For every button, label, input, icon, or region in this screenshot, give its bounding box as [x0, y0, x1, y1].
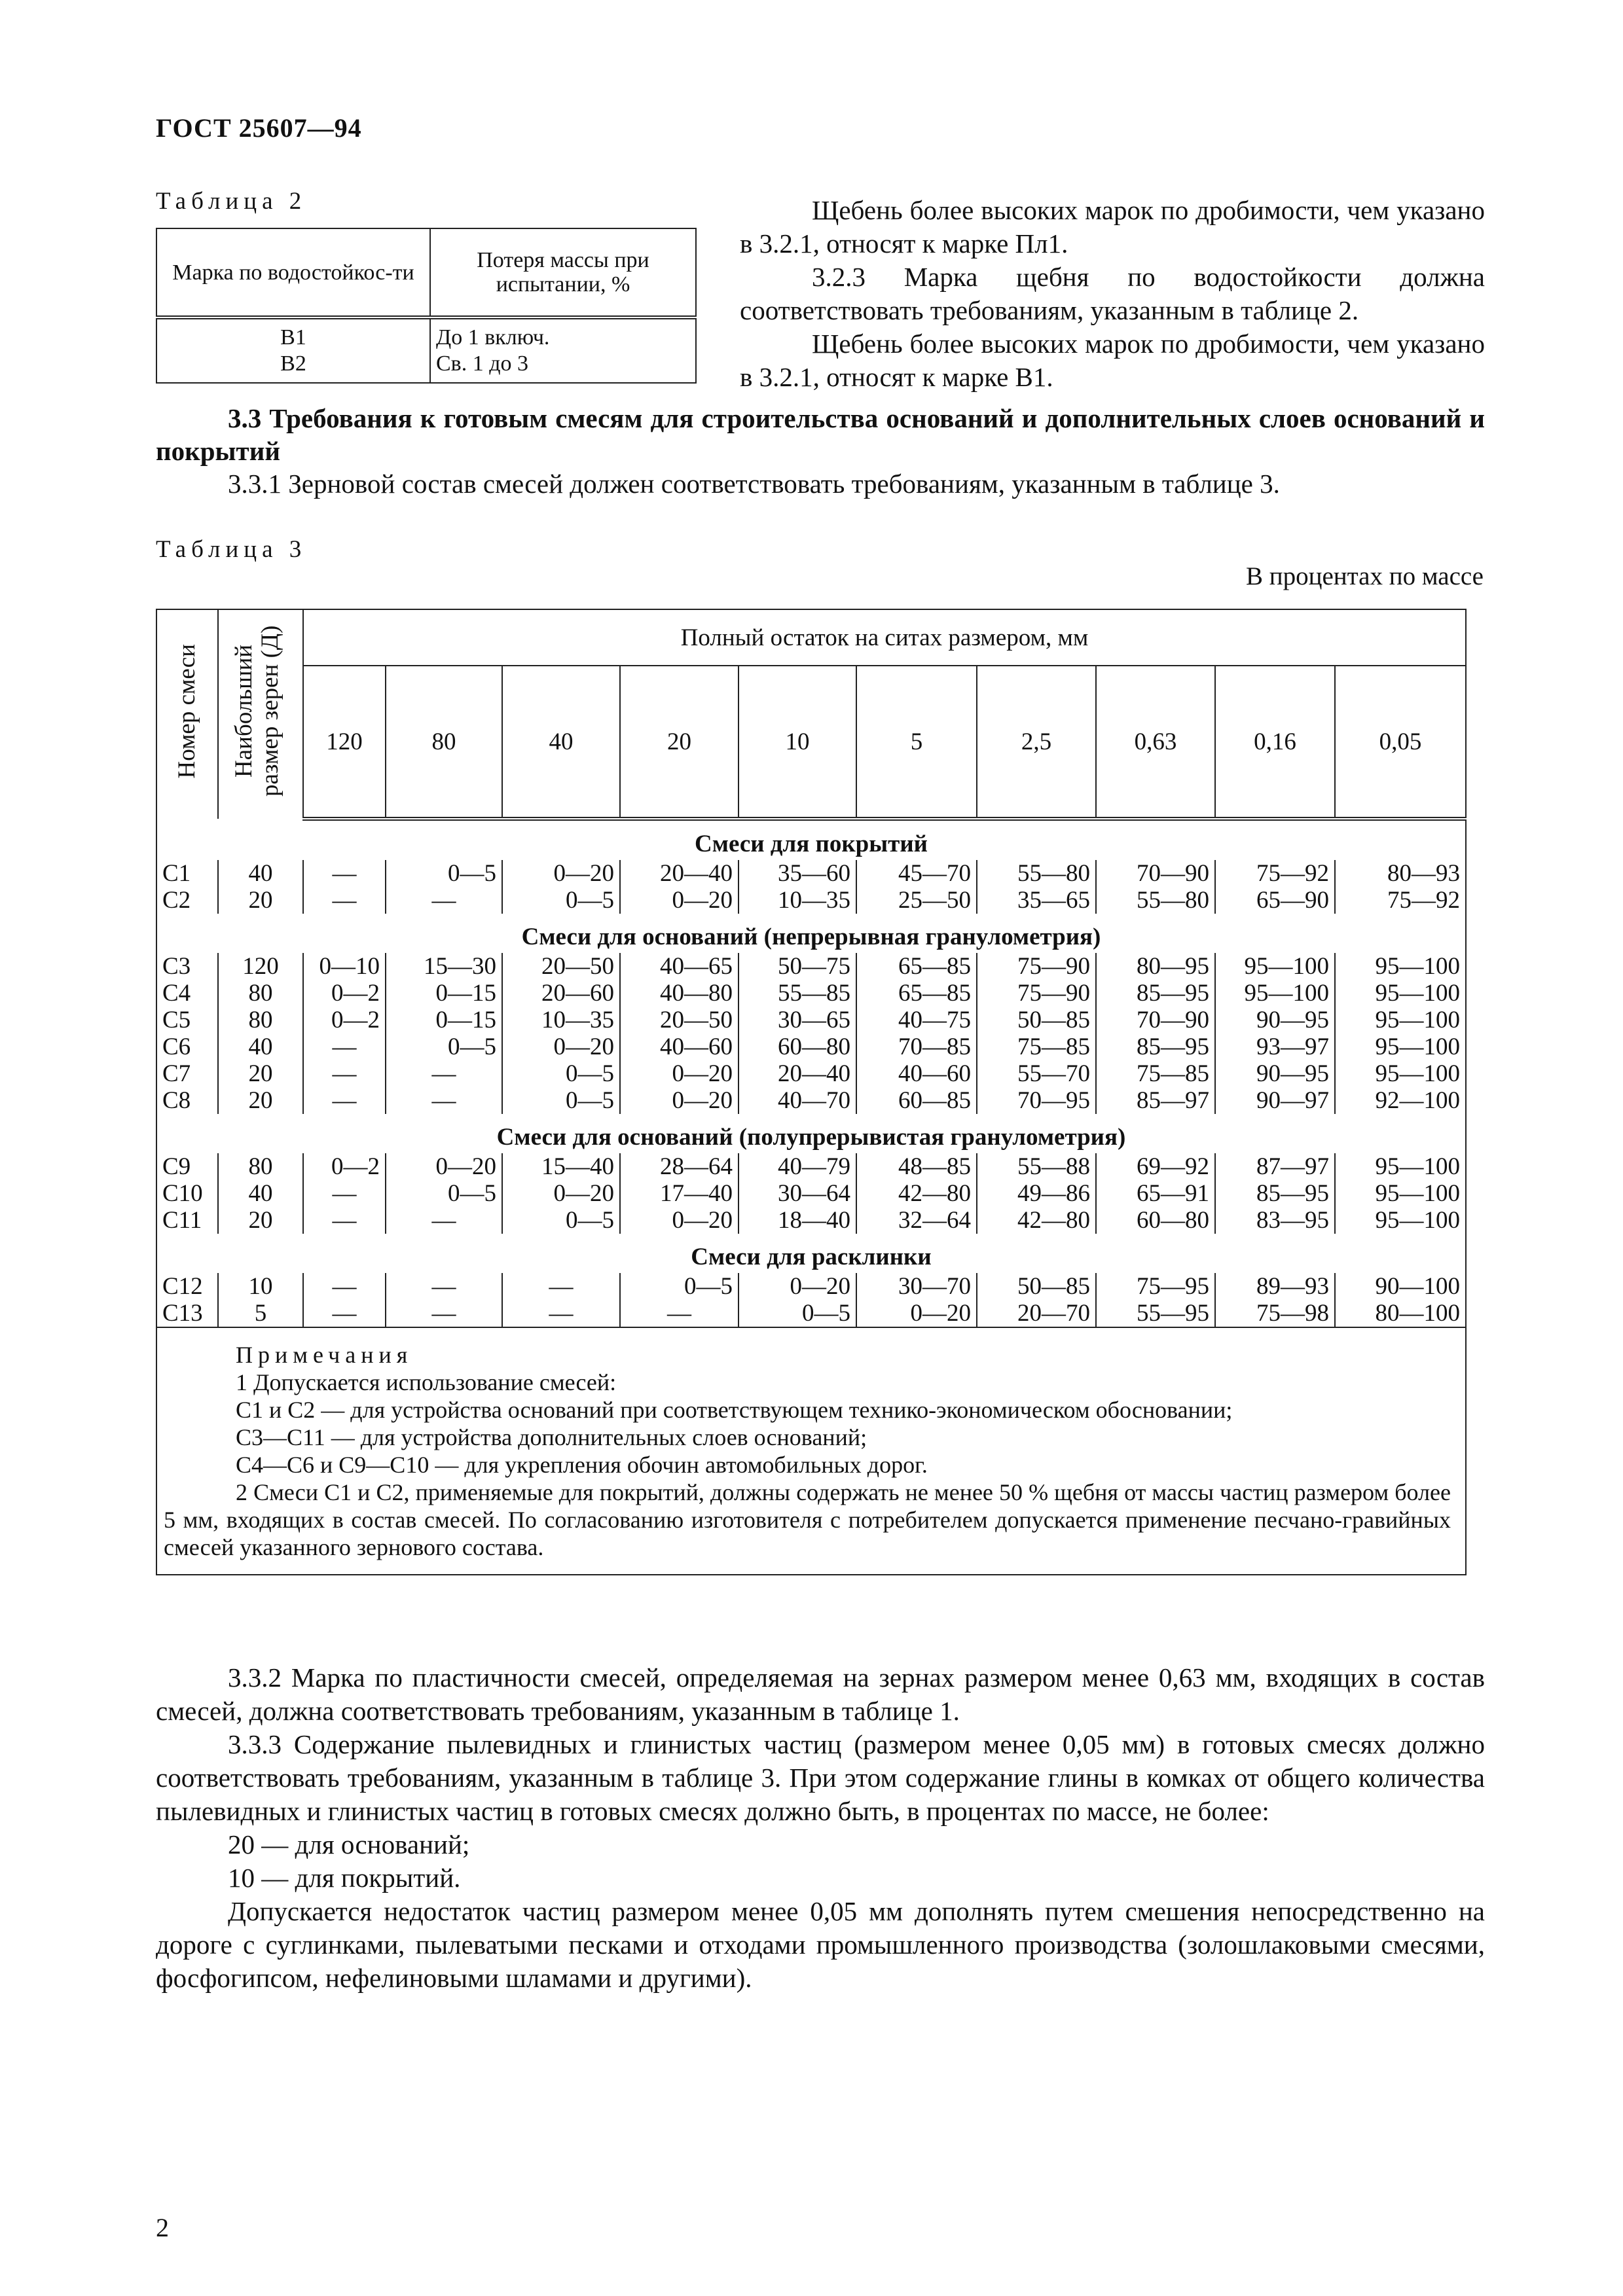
section-row: [156, 819, 1466, 860]
sieve-value-cell: 55—70: [977, 1060, 1096, 1087]
table3-caption: Таблица 3: [156, 536, 307, 563]
sieve-value-cell: 70—90: [1096, 1007, 1215, 1033]
sieve-value-cell: 25—50: [856, 887, 977, 914]
sieve-value-cell: 49—86: [977, 1180, 1096, 1207]
max-grain-cell: 10: [218, 1273, 303, 1300]
page-number: 2: [156, 2213, 169, 2242]
sieve-value-cell: 80—100: [1335, 1300, 1466, 1327]
table-row: [156, 1007, 1466, 1033]
sieve-header-cell: 5: [856, 666, 977, 819]
section-row: [156, 1114, 1466, 1153]
sieve-value-cell: —: [386, 887, 502, 914]
table2-loss-cell: До 1 включ. Св. 1 до 3: [430, 317, 696, 383]
sieve-value-cell: 32—64: [856, 1207, 977, 1234]
sieve-value-cell: 0—5: [386, 1033, 502, 1060]
mix-number-cell: С3: [156, 953, 218, 980]
note-1a: С1 и С2 — для устройства оснований при соответствующем технико-экономическом обосновании;: [236, 1397, 1233, 1423]
sieve-value-cell: 40—60: [856, 1060, 977, 1087]
note-1c: С4—С6 и С9—С10 — для укрепления обочин автомобильных дорог.: [236, 1452, 928, 1478]
sieve-value-cell: 0—5: [620, 1273, 739, 1300]
table-row: [156, 1060, 1466, 1087]
sieve-value-cell: 45—70: [856, 860, 977, 887]
sieve-value-cell: 15—40: [502, 1153, 620, 1180]
sieve-value-cell: —: [620, 1300, 739, 1327]
sieve-value-cell: 30—70: [856, 1273, 977, 1300]
sieve-value-cell: 20—70: [977, 1300, 1096, 1327]
section-title: Смеси для оснований (полупрерывистая гранулометрия): [156, 1114, 1466, 1153]
table-row: [156, 887, 1466, 914]
sieve-header-cell: 40: [502, 666, 620, 819]
section-title: Смеси для покрытий: [156, 819, 1466, 860]
sieve-value-cell: 70—95: [977, 1087, 1096, 1114]
sieve-header-cell: 120: [303, 666, 386, 819]
sieve-value-cell: 20—40: [739, 1060, 856, 1087]
sieve-header-cell: 0,16: [1215, 666, 1335, 819]
table-row: [156, 1087, 1466, 1114]
mix-number-cell: С5: [156, 1007, 218, 1033]
col-header-sieve-group: Полный остаток на ситах размером, мм: [303, 609, 1466, 666]
note-1b: С3—С11 — для устройства дополнительных слоев оснований;: [236, 1424, 867, 1450]
sieve-value-cell: 95—100: [1335, 1180, 1466, 1207]
sieve-value-cell: —: [303, 887, 386, 914]
sieve-header-cell: 0,63: [1096, 666, 1215, 819]
sieve-value-cell: 90—95: [1215, 1060, 1335, 1087]
sieve-header-cell: 20: [620, 666, 739, 819]
sieve-value-cell: 10—35: [739, 887, 856, 914]
sieve-value-cell: 90—95: [1215, 1007, 1335, 1033]
sieve-value-cell: —: [303, 1180, 386, 1207]
sieve-value-cell: 0—20: [739, 1273, 856, 1300]
max-grain-cell: 20: [218, 1060, 303, 1087]
max-grain-cell: 80: [218, 1153, 303, 1180]
sieve-value-cell: 50—75: [739, 953, 856, 980]
sieve-header-cell: 80: [386, 666, 502, 819]
sieve-value-cell: 75—85: [1096, 1060, 1215, 1087]
sieve-value-cell: 28—64: [620, 1153, 739, 1180]
section-3-3: [156, 402, 1485, 501]
sieve-value-cell: 0—10: [303, 953, 386, 980]
table-row: [156, 1300, 1466, 1327]
mix-number-cell: С11: [156, 1207, 218, 1234]
max-grain-cell: 120: [218, 953, 303, 980]
sieve-value-cell: —: [303, 1060, 386, 1087]
mix-number-cell: С13: [156, 1300, 218, 1327]
table2-header-loss: Потеря массы при испытании, %: [430, 228, 696, 317]
sieve-value-cell: 65—91: [1096, 1180, 1215, 1207]
sieve-value-cell: 55—80: [977, 860, 1096, 887]
paragraph-3-2-3: 3.2.3 Марка щебня по водостойкости должна соответствовать требованиям, указанным в таблице 2.: [740, 262, 1485, 325]
sieve-value-cell: 40—80: [620, 980, 739, 1007]
sieve-value-cell: 0—15: [386, 1007, 502, 1033]
sieve-value-cell: —: [303, 1207, 386, 1234]
sieve-value-cell: —: [386, 1207, 502, 1234]
sieve-value-cell: —: [303, 1087, 386, 1114]
sieve-value-cell: 40—79: [739, 1153, 856, 1180]
sieve-value-cell: 0—5: [739, 1300, 856, 1327]
table2-header-mark: Марка по водостойкос-ти: [156, 228, 430, 317]
sieve-value-cell: 55—85: [739, 980, 856, 1007]
sieve-value-cell: 95—100: [1215, 953, 1335, 980]
sieve-value-cell: 70—85: [856, 1033, 977, 1060]
sieve-value-cell: 75—98: [1215, 1300, 1335, 1327]
sieve-value-cell: 93—97: [1215, 1033, 1335, 1060]
paragraph-b1: Щебень более высоких марок по дробимости, чем указано в 3.2.1, относят к марке В1.: [740, 329, 1485, 392]
sieve-value-cell: —: [303, 1273, 386, 1300]
bottom-text: [156, 1661, 1485, 1995]
sieve-value-cell: 65—90: [1215, 887, 1335, 914]
sieve-value-cell: 20—60: [502, 980, 620, 1007]
max-grain-cell: 20: [218, 1207, 303, 1234]
right-column-text: [740, 194, 1485, 394]
sieve-header-cell: 2,5: [977, 666, 1096, 819]
table3-unit: В процентах по массе: [1245, 562, 1484, 590]
max-grain-cell: 5: [218, 1300, 303, 1327]
sieve-value-cell: —: [386, 1087, 502, 1114]
sieve-value-cell: 55—88: [977, 1153, 1096, 1180]
max-grain-cell: 40: [218, 1180, 303, 1207]
sieve-value-cell: 0—5: [502, 1087, 620, 1114]
sieve-value-cell: 40—60: [620, 1033, 739, 1060]
section-3-3-heading: 3.3 Требования к готовым смесям для строительства оснований и дополнительных слоев оснований и покрытий: [156, 403, 1485, 466]
mix-number-cell: С4: [156, 980, 218, 1007]
sieve-value-cell: 40—75: [856, 1007, 977, 1033]
max-grain-cell: 80: [218, 980, 303, 1007]
mix-number-cell: С12: [156, 1273, 218, 1300]
sieve-value-cell: 55—95: [1096, 1300, 1215, 1327]
sieve-value-cell: 0—20: [620, 887, 739, 914]
sieve-value-cell: 75—92: [1335, 887, 1466, 914]
paragraph-deficiency: Допускается недостаток частиц размером менее 0,05 мм дополнять путем смешения непосредственно на дороге с суглинками, пылеватыми песками и отходами промышленного производства (золошлаковыми смесями, фосфогипсом, нефелиновыми шламами и другими).: [156, 1896, 1485, 1993]
sieve-value-cell: 85—95: [1215, 1180, 1335, 1207]
sieve-value-cell: 30—65: [739, 1007, 856, 1033]
table3-notes: [156, 1327, 1466, 1575]
sieve-value-cell: 0—20: [620, 1207, 739, 1234]
sieve-value-cell: 65—85: [856, 953, 977, 980]
sieve-value-cell: 95—100: [1335, 1007, 1466, 1033]
sieve-value-cell: 95—100: [1335, 1060, 1466, 1087]
sieve-value-cell: 90—100: [1335, 1273, 1466, 1300]
sieve-value-cell: 0—20: [502, 860, 620, 887]
sieve-value-cell: 60—80: [739, 1033, 856, 1060]
max-grain-cell: 20: [218, 1087, 303, 1114]
sieve-value-cell: —: [303, 1033, 386, 1060]
sieve-value-cell: —: [386, 1300, 502, 1327]
sieve-value-cell: 80—95: [1096, 953, 1215, 980]
sieve-value-cell: 20—50: [620, 1007, 739, 1033]
sieve-value-cell: 0—5: [502, 1207, 620, 1234]
mix-number-cell: С8: [156, 1087, 218, 1114]
sieve-value-cell: 40—65: [620, 953, 739, 980]
sieve-value-cell: 75—90: [977, 980, 1096, 1007]
sieve-value-cell: 50—85: [977, 1273, 1096, 1300]
sieve-value-cell: 90—97: [1215, 1087, 1335, 1114]
max-grain-cell: 20: [218, 887, 303, 914]
sieve-value-cell: 95—100: [1215, 980, 1335, 1007]
sieve-value-cell: 30—64: [739, 1180, 856, 1207]
sieve-value-cell: 0—5: [386, 860, 502, 887]
sieve-value-cell: 20—40: [620, 860, 739, 887]
mix-number-cell: С2: [156, 887, 218, 914]
sieve-value-cell: 70—90: [1096, 860, 1215, 887]
sieve-value-cell: 0—20: [386, 1153, 502, 1180]
sieve-header-cell: 10: [739, 666, 856, 819]
sieve-value-cell: —: [303, 860, 386, 887]
sieve-value-cell: 42—80: [856, 1180, 977, 1207]
table2: [156, 228, 697, 384]
sieve-value-cell: —: [502, 1300, 620, 1327]
sieve-value-cell: 18—40: [739, 1207, 856, 1234]
sieve-value-cell: 0—2: [303, 1153, 386, 1180]
sieve-value-cell: 95—100: [1335, 1033, 1466, 1060]
sieve-value-cell: 55—80: [1096, 887, 1215, 914]
table-row: [156, 980, 1466, 1007]
table-row: [156, 1153, 1466, 1180]
sieve-value-cell: 15—30: [386, 953, 502, 980]
list-item-coatings: 10 — для покрытий.: [228, 1863, 461, 1893]
sieve-value-cell: 85—95: [1096, 980, 1215, 1007]
sieve-value-cell: 0—5: [502, 887, 620, 914]
table-row: [156, 1273, 1466, 1300]
max-grain-cell: 80: [218, 1007, 303, 1033]
sieve-value-cell: 95—100: [1335, 1153, 1466, 1180]
table-row: [156, 1180, 1466, 1207]
max-grain-cell: 40: [218, 860, 303, 887]
mix-number-cell: С1: [156, 860, 218, 887]
sieve-value-cell: 85—97: [1096, 1087, 1215, 1114]
section-row: [156, 1234, 1466, 1273]
sieve-value-cell: 60—85: [856, 1087, 977, 1114]
sieve-value-cell: 0—20: [620, 1087, 739, 1114]
table2-mark-cell: В1 В2: [156, 317, 430, 383]
note-2: 2 Смеси С1 и С2, применяемые для покрытий, должны содержать не менее 50 % щебня от массы частиц размером более 5 мм, входящих в состав смесей. По согласованию изготовителя с потребителем допускается применение песчано-гравийных смесей указанного зернового состава.: [164, 1479, 1451, 1560]
table-row: [156, 953, 1466, 980]
mix-number-cell: С10: [156, 1180, 218, 1207]
max-grain-cell: 40: [218, 1033, 303, 1060]
table-row: [156, 860, 1466, 887]
section-title: Смеси для расклинки: [156, 1234, 1466, 1273]
sieve-value-cell: 65—85: [856, 980, 977, 1007]
mix-number-cell: С7: [156, 1060, 218, 1087]
col-header-mix-number: Номер смеси: [156, 609, 218, 819]
sieve-value-cell: 92—100: [1335, 1087, 1466, 1114]
sieve-value-cell: 75—95: [1096, 1273, 1215, 1300]
sieve-value-cell: 83—95: [1215, 1207, 1335, 1234]
sieve-value-cell: 0—20: [502, 1033, 620, 1060]
sieve-value-cell: —: [502, 1273, 620, 1300]
mix-number-cell: С6: [156, 1033, 218, 1060]
table3: [156, 609, 1467, 1575]
sieve-value-cell: 89—93: [1215, 1273, 1335, 1300]
list-item-bases: 20 — для оснований;: [228, 1829, 470, 1859]
sieve-value-cell: 42—80: [977, 1207, 1096, 1234]
table2-caption: Таблица 2: [156, 188, 307, 215]
sieve-value-cell: —: [386, 1060, 502, 1087]
sieve-value-cell: 95—100: [1335, 953, 1466, 980]
table-row: [156, 1207, 1466, 1234]
sieve-header-cell: 0,05: [1335, 666, 1466, 819]
sieve-value-cell: 95—100: [1335, 980, 1466, 1007]
sieve-value-cell: 95—100: [1335, 1207, 1466, 1234]
paragraph-3-3-3: 3.3.3 Содержание пылевидных и глинистых частиц (размером менее 0,05 мм) в готовых смесях должно соответствовать требованиям, указанным в таблице 3. При этом содержание глины в комках от общего количества пылевидных и глинистых частиц в готовых смесях должно быть, в процентах по массе, не более:: [156, 1729, 1485, 1826]
note-1: 1 Допускается использование смесей:: [236, 1369, 617, 1395]
sieve-value-cell: 69—92: [1096, 1153, 1215, 1180]
sieve-value-cell: 60—80: [1096, 1207, 1215, 1234]
paragraph-3-3-2: 3.3.2 Марка по пластичности смесей, определяемая на зернах размером менее 0,63 мм, входящих в состав смесей, должна соответствовать требованиям, указанным в таблице 1.: [156, 1662, 1485, 1726]
sieve-value-cell: 50—85: [977, 1007, 1096, 1033]
section-title: Смеси для оснований (непрерывная гранулометрия): [156, 914, 1466, 953]
sieve-value-cell: —: [386, 1273, 502, 1300]
sieve-value-cell: 87—97: [1215, 1153, 1335, 1180]
col-header-max-grain: Наибольший размер зерен (Д): [218, 609, 303, 819]
table-row: [156, 1033, 1466, 1060]
sieve-value-cell: 80—93: [1335, 860, 1466, 887]
sieve-value-cell: 85—95: [1096, 1033, 1215, 1060]
sieve-value-cell: 35—65: [977, 887, 1096, 914]
sieve-value-cell: 48—85: [856, 1153, 977, 1180]
sieve-value-cell: 0—15: [386, 980, 502, 1007]
sieve-value-cell: 0—2: [303, 980, 386, 1007]
sieve-value-cell: 35—60: [739, 860, 856, 887]
sieve-value-cell: 40—70: [739, 1087, 856, 1114]
sieve-value-cell: 75—92: [1215, 860, 1335, 887]
sieve-value-cell: 10—35: [502, 1007, 620, 1033]
section-row: [156, 914, 1466, 953]
paragraph-3-3-1: 3.3.1 Зерновой состав смесей должен соответствовать требованиям, указанным в таблице 3.: [228, 469, 1280, 499]
sieve-value-cell: 20—50: [502, 953, 620, 980]
sieve-value-cell: 0—20: [620, 1060, 739, 1087]
sieve-value-cell: 0—5: [386, 1180, 502, 1207]
notes-title: Примечания: [236, 1342, 413, 1368]
sieve-value-cell: 75—85: [977, 1033, 1096, 1060]
sieve-value-cell: 75—90: [977, 953, 1096, 980]
mix-number-cell: С9: [156, 1153, 218, 1180]
paragraph-pl1: Щебень более высоких марок по дробимости, чем указано в 3.2.1, относят к марке Пл1.: [740, 195, 1485, 259]
sieve-value-cell: 0—20: [502, 1180, 620, 1207]
sieve-value-cell: 17—40: [620, 1180, 739, 1207]
sieve-value-cell: —: [303, 1300, 386, 1327]
document-code: ГОСТ 25607—94: [156, 113, 362, 143]
sieve-value-cell: 0—2: [303, 1007, 386, 1033]
sieve-value-cell: 0—20: [856, 1300, 977, 1327]
sieve-value-cell: 0—5: [502, 1060, 620, 1087]
